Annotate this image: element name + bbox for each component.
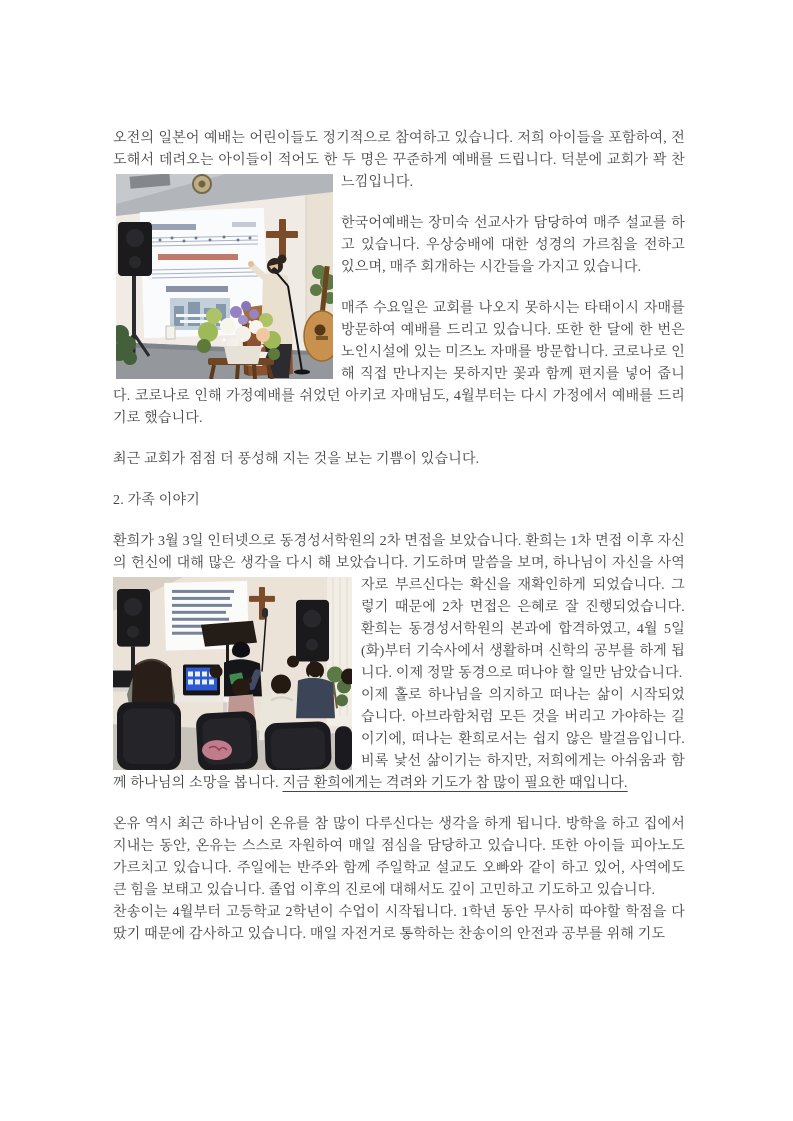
paragraph-onyu: 온유 역시 최근 하나님이 온유를 참 많이 다루신다는 생각을 하게 됩니다. 방학을 하고 집에서 지내는 동안, 온유는 스스로 자원하여 매일 점심을 담당하고 있습니다. 또한 아이들 피아노도 가르치고 있습니다. 주일에는 반주와 함께 주일학교 설교도 오빠와 같이 하고 있어, 사역에도 큰 힘을 보태고 있습니다. 졸업 이후의 진로에 대해서도 깊이 고민하고 기도하고 있습니다. (113, 817, 685, 898)
paragraph-visitation: 매주 수요일은 교회를 나오지 못하시는 타태이시 자매를 방문하여 예배를 드리고 있습니다. 또한 한 달에 한 번은 노인시설에 있는 미즈노 자매를 방문합니다. 코로나로 인해 직접 만나지는 못하지만 꽃과 함께 편지를 넣어 줍니다. 코로나로 인해 가정예배를 쉬었던 아키코 자매님도, 4월부터는 다시 가정에서 예배를 드리기로 했습니다. (113, 301, 685, 426)
hwanhee-departure-text: 이제 홀로 하나님을 의지하고 떠나는 삶이 시작되었습니다. 아브라함처럼 모든 것을 버리고 가야하는 길이기에, 떠나는 환희로서는 쉽지 않은 발걸음입니다. 비록 낯선 삶이기는 하지만, 저희에게는 아쉬움과 함께 하나님의 소망을 봅니다. (113, 688, 685, 791)
photo-church-service (116, 174, 333, 379)
pink-bag (202, 740, 232, 760)
church-service-illustration (116, 174, 333, 379)
paragraph-hwanhee-interview (113, 531, 685, 685)
paragraph-church-joy: 최근 교회가 점점 더 풍성해 지는 것을 보는 기쁨이 있습니다. (113, 452, 480, 467)
photo-congregation (113, 577, 352, 770)
hwanhee-prayer-request-underlined: 지금 환희에게는 격려와 기도가 참 많이 필요한 때입니다. (282, 776, 628, 791)
newsletter-body (113, 128, 685, 946)
small-head (287, 656, 299, 668)
wall-outlet (166, 326, 175, 339)
hwanhee-text: 환희가 3월 3일 인터넷으로 동경성서학원의 2차 면접을 보았습니다. 환희는 1차 면접 이후 자신의 헌신에 대해 많은 생각을 다시 해 보았습니다. 기도하며 말씀을 보며, 하나님이 자신 (113, 534, 685, 571)
paragraph-korean-service: 한국어예배는 장미숙 선교사가 담당하여 매주 설교를 하고 있습니다. 우상숭배에 대한 성경의 가르침을 전하고 있으며, 매주 회개하는 시간들을 가지고 있습니다. (341, 216, 685, 275)
paragraph-morning-worship (113, 128, 685, 194)
hwanhee-text-continued: 을 사역자로 부르신다는 확신을 재확인하게 되었습니다. 그렇기 때문에 2차 면접은 은혜로 잘 진행되었습니다. 환희는 동경성서학원의 본과에 합격하였고, 4월 5일(화)부터 기숙사에서 생활하며 신학의 공부를 하게 됩니다. 이제 정말 동경으로 떠나야 할 일만 남았습니다. (361, 556, 685, 681)
audio-device (113, 671, 133, 688)
morning-worship-text-continued: 찬 느낌입니다. (341, 153, 685, 190)
heading-family-story: 2. 가족 이야기 (113, 493, 200, 508)
morning-worship-text: 오전의 일본어 예배는 어린이들도 정기적으로 참여하고 있습니다. 저희 아이들을 포함하여, 전도해서 데려오는 아이들이 적어도 한 두 명은 꾸준하게 예배를 드립니다. 덕분에 교회가 꽉 (113, 131, 685, 168)
paragraph-chansong: 찬송이는 4월부터 고등학교 2학년이 수업이 시작됩니다. 1학년 동안 무사히 따야할 학점을 다 땄기 때문에 감사하고 있습니다. 매일 자전거로 통학하는 찬송이의 안전과 공부를 위해 기도 (113, 905, 685, 942)
child-head (210, 665, 223, 678)
congregation-illustration (113, 577, 352, 770)
